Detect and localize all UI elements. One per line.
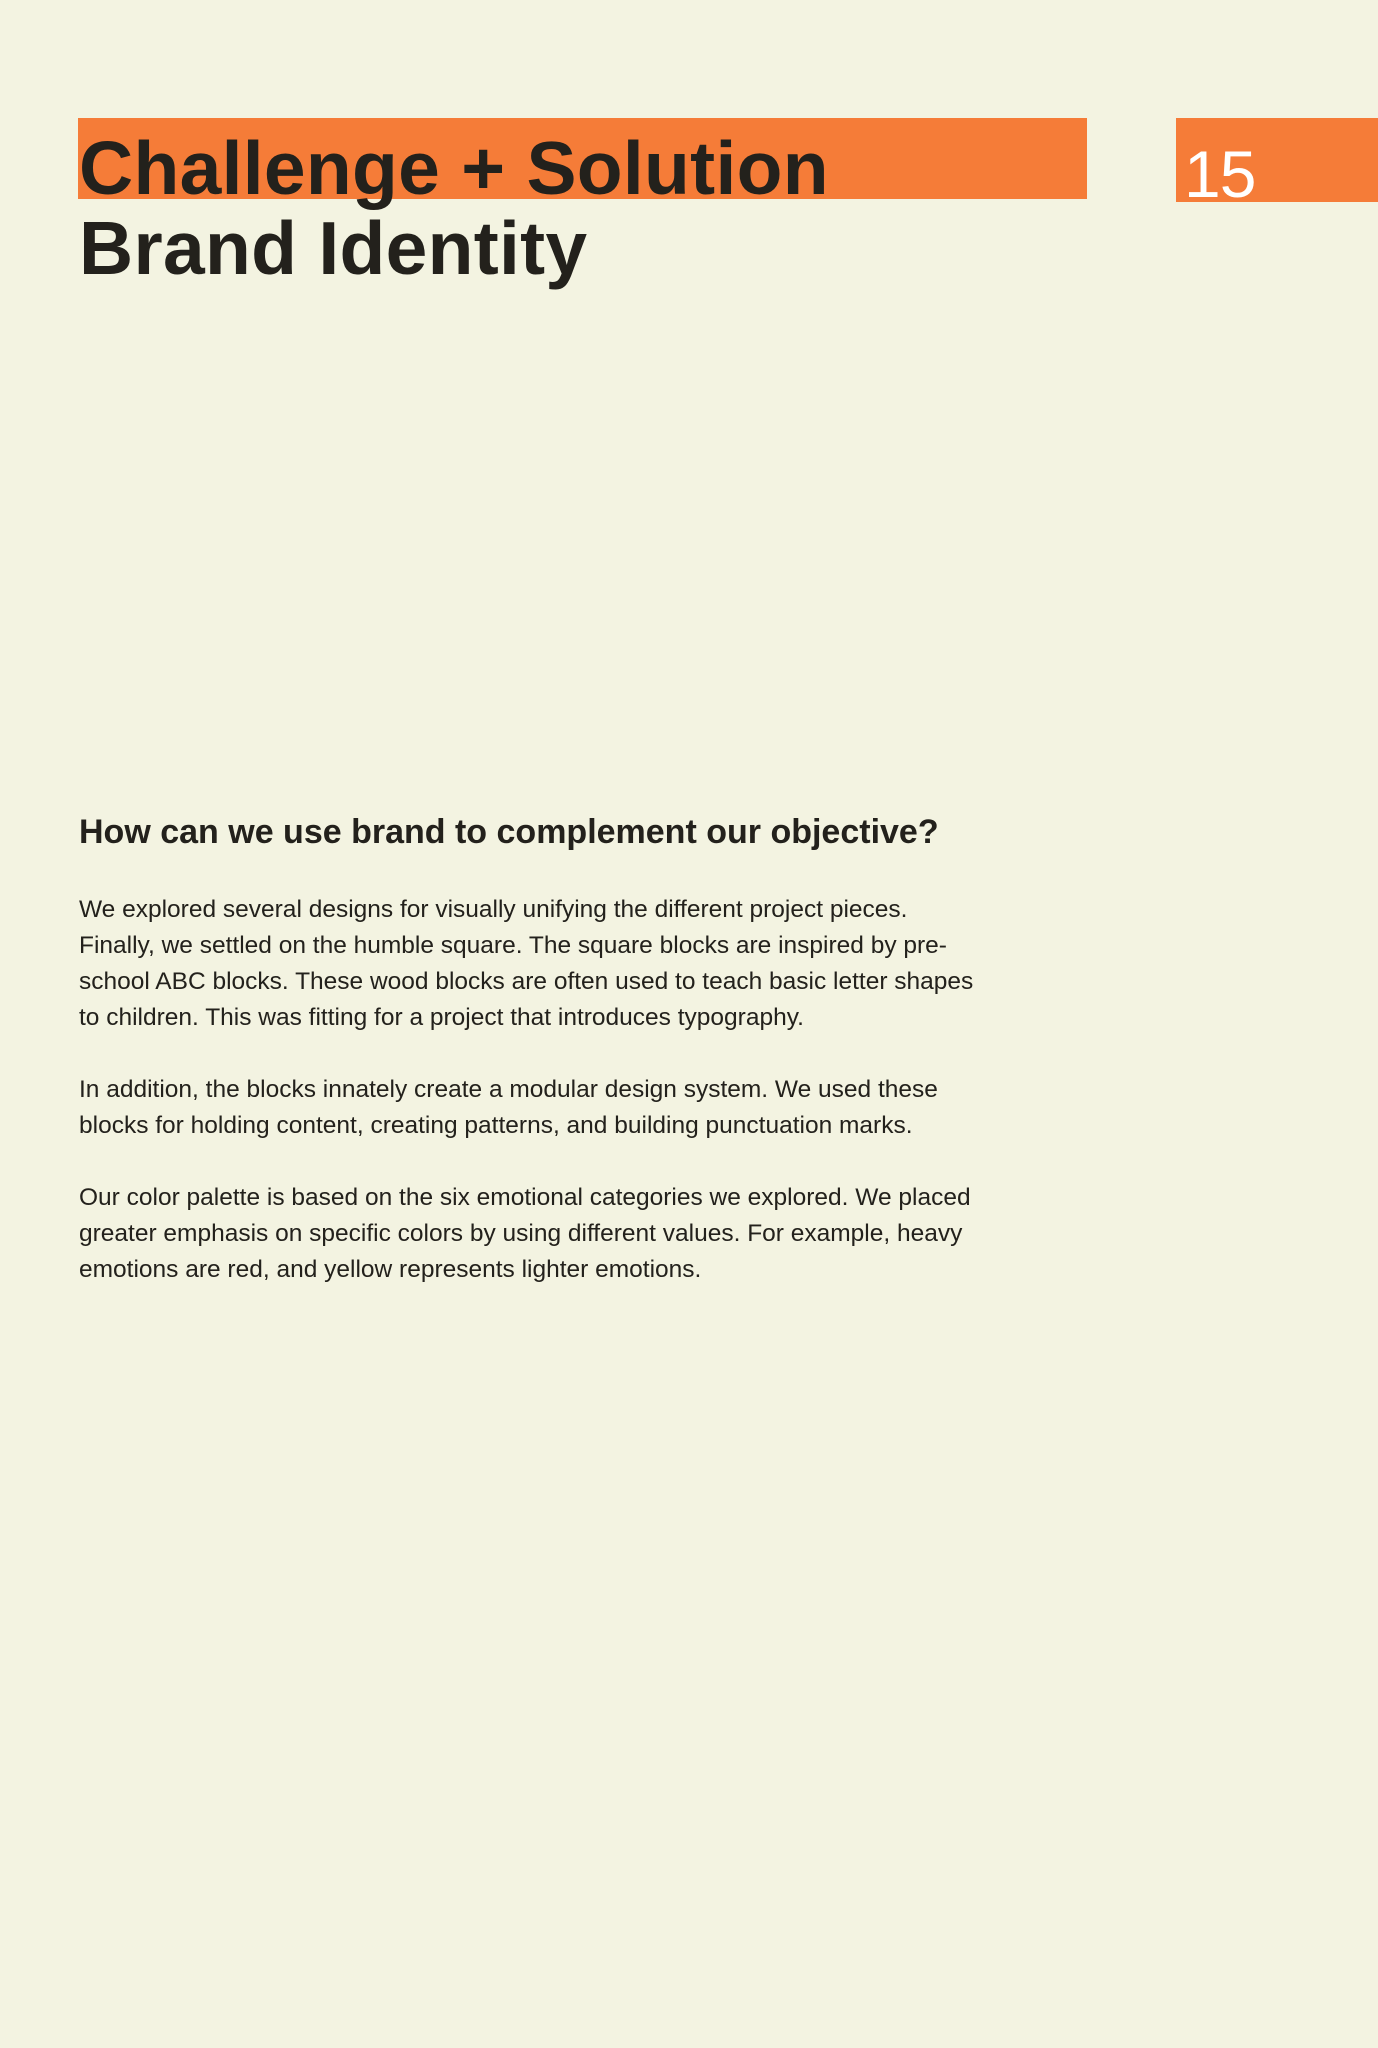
body-paragraph-3 bbox=[79, 1180, 1099, 1288]
body-line: In addition, the blocks innately create a modular design system. We used these bbox=[79, 1076, 938, 1103]
body-line: We explored several designs for visually unifying the different project pieces. bbox=[79, 896, 908, 923]
body-line: to children. This was fitting for a project that introduces typography. bbox=[79, 1004, 804, 1031]
body-paragraph-2 bbox=[79, 1072, 1099, 1144]
body-paragraph-1 bbox=[79, 892, 1099, 1036]
page-title bbox=[79, 128, 829, 288]
body-line: Our color palette is based on the six emotional categories we explored. We placed bbox=[79, 1184, 971, 1211]
body-line: blocks for holding content, creating patterns, and building punctuation marks. bbox=[79, 1112, 913, 1139]
page-title-line-2: Brand Identity bbox=[79, 206, 588, 290]
body-line: greater emphasis on specific colors by using different values. For example, heavy bbox=[79, 1220, 963, 1247]
content-section bbox=[79, 808, 1099, 1288]
page-title-line-1: Challenge + Solution bbox=[79, 126, 829, 210]
section-heading: How can we use brand to complement our objective? bbox=[79, 813, 939, 851]
page-number: 15 bbox=[1184, 137, 1256, 211]
body-line: school ABC blocks. These wood blocks are often used to teach basic letter shapes bbox=[79, 968, 974, 995]
body-line: Finally, we settled on the humble square. The square blocks are inspired by pre- bbox=[79, 932, 947, 959]
body-line: emotions are red, and yellow represents lighter emotions. bbox=[79, 1256, 702, 1283]
